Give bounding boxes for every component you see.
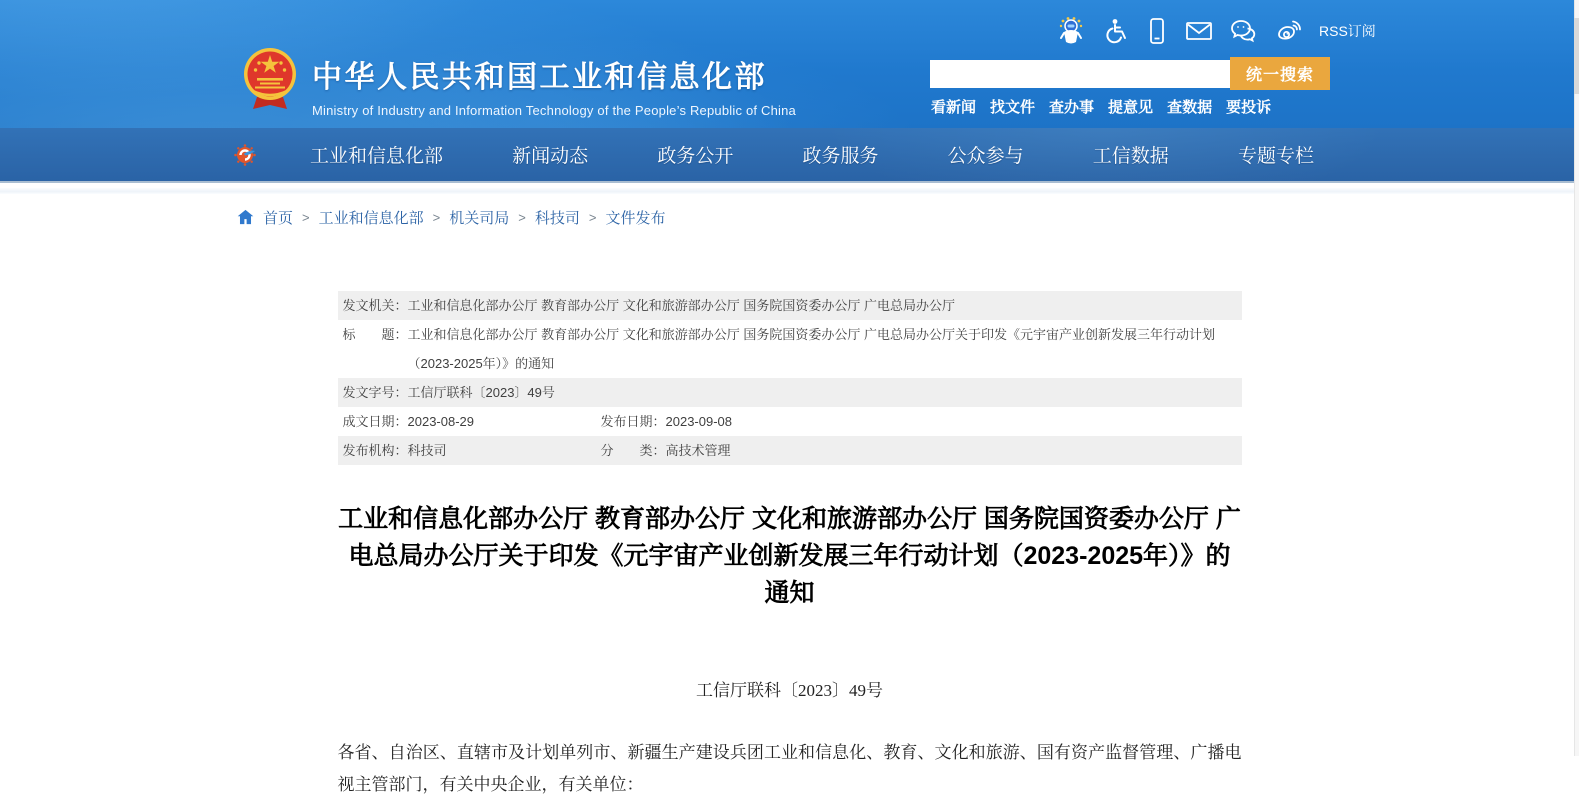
meta-label: 发布日期： (600, 414, 666, 429)
breadcrumb-miit[interactable]: 工业和信息化部 (318, 209, 424, 227)
document-container (338, 291, 1242, 801)
quick-link-data[interactable]: 查数据 (1167, 99, 1213, 116)
meta-value: 工业和信息化部办公厅 教育部办公厅 文化和旅游部办公厅 国务院国资委办公厅 广电总局办公厅关于印发《元宇宙产业创新发展三年行动计划（2023-2025年）》的通知 (407, 327, 1215, 371)
meta-value: 2023-08-29 (407, 414, 475, 429)
document-meta-table (338, 291, 1242, 465)
meta-value: 2023-09-08 (665, 414, 733, 429)
meta-value: 工业和信息化部办公厅 教育部办公厅 文化和旅游部办公厅 国务院国资委办公厅 广电总局办公厅 (407, 298, 955, 313)
breadcrumb (237, 206, 1342, 228)
document-title: 工业和信息化部办公厅 教育部办公厅 文化和旅游部办公厅 国务院国资委办公厅 广电总局办公厅关于印发《元宇宙产业创新发展三年行动计划（2023-2025年）》的通知 (338, 505, 1241, 607)
nav-item-miit[interactable]: 工业和信息化部 (310, 146, 444, 167)
main-navbar (0, 128, 1579, 183)
meta-label: 分 类： (600, 443, 666, 458)
breadcrumb-doc-release[interactable]: 文件发布 (605, 209, 666, 227)
meta-value: 科技司 (407, 443, 447, 458)
nav-items (310, 128, 1314, 181)
scrollbar-track[interactable] (1574, 0, 1579, 756)
breadcrumb-home[interactable]: 首页 (263, 209, 294, 227)
breadcrumb-departments[interactable]: 机关司局 (449, 209, 510, 227)
nav-item-gov-service[interactable]: 政务服务 (802, 146, 879, 167)
quick-link-complain[interactable]: 要投诉 (1226, 99, 1272, 116)
meta-label: 成文日期： (342, 414, 408, 429)
header-banner (0, 0, 1579, 128)
quick-link-suggest[interactable]: 提意见 (1108, 99, 1154, 116)
mail-icon[interactable] (1184, 18, 1214, 44)
meta-row-publisher (338, 436, 1242, 465)
national-emblem (243, 45, 297, 113)
quick-link-services[interactable]: 查办事 (1049, 99, 1095, 116)
nav-item-data[interactable]: 工信数据 (1092, 146, 1169, 167)
accessibility-icon[interactable] (1102, 17, 1130, 45)
meta-row-dates (338, 407, 1242, 436)
quick-links (931, 96, 1271, 117)
meta-row-doc-number (338, 378, 1242, 407)
weibo-icon[interactable] (1274, 17, 1304, 45)
site-title-en: Ministry of Industry and Information Technology of the People’s Republic of China (312, 103, 796, 118)
site-title-cn: 中华人民共和国工业和信息化部 (312, 61, 767, 94)
breadcrumb-separator: > (302, 209, 310, 225)
home-icon (237, 209, 254, 225)
nav-item-news[interactable]: 新闻动态 (512, 146, 589, 167)
breadcrumb-separator: > (588, 209, 597, 225)
breadcrumb-separator: > (518, 209, 526, 225)
quick-link-news[interactable]: 看新闻 (931, 99, 977, 116)
meta-row-issuing-agency (338, 291, 1242, 320)
breadcrumb-science-dept[interactable]: 科技司 (534, 209, 580, 227)
nav-item-topics[interactable]: 专题专栏 (1237, 146, 1314, 167)
rss-subscribe-link[interactable]: RSS订阅 (1319, 23, 1376, 39)
meta-value: 高技术管理 (665, 443, 731, 458)
mobile-icon[interactable] (1145, 17, 1169, 45)
document-body-paragraph: 各省、自治区、直辖市及计划单列市、新疆生产建设兵团工业和信息化、教育、文化和旅游、国有资产监督管理、广播电视主管部门，有关中央企业，有关单位： (337, 743, 1242, 794)
nav-item-gov-open[interactable]: 政务公开 (657, 146, 734, 167)
document-number: 工信厅联科〔2023〕49号 (696, 681, 883, 700)
meta-value: 工信厅联科〔2023〕49号 (407, 385, 555, 400)
quick-link-files[interactable]: 找文件 (990, 99, 1036, 116)
mascot-robot-icon[interactable] (1055, 16, 1087, 46)
meta-label: 发文机关： (342, 298, 408, 313)
topbar-icons (1055, 16, 1376, 46)
meta-row-title (338, 320, 1242, 378)
nav-item-participation[interactable]: 公众参与 (947, 146, 1024, 167)
search-input[interactable] (930, 60, 1230, 88)
scrollbar-thumb[interactable] (1574, 18, 1579, 94)
meta-label: 发文字号： (342, 385, 408, 400)
wechat-icon[interactable] (1229, 17, 1259, 45)
site-title-block (312, 52, 796, 118)
meta-label: 标 题： (342, 327, 408, 342)
unified-search-button[interactable]: 统一搜索 (1230, 57, 1330, 90)
miit-e-logo-icon[interactable] (232, 142, 258, 168)
header-shadow-strip (0, 188, 1579, 194)
breadcrumb-separator: > (432, 209, 441, 225)
meta-label: 发布机构： (342, 443, 408, 458)
